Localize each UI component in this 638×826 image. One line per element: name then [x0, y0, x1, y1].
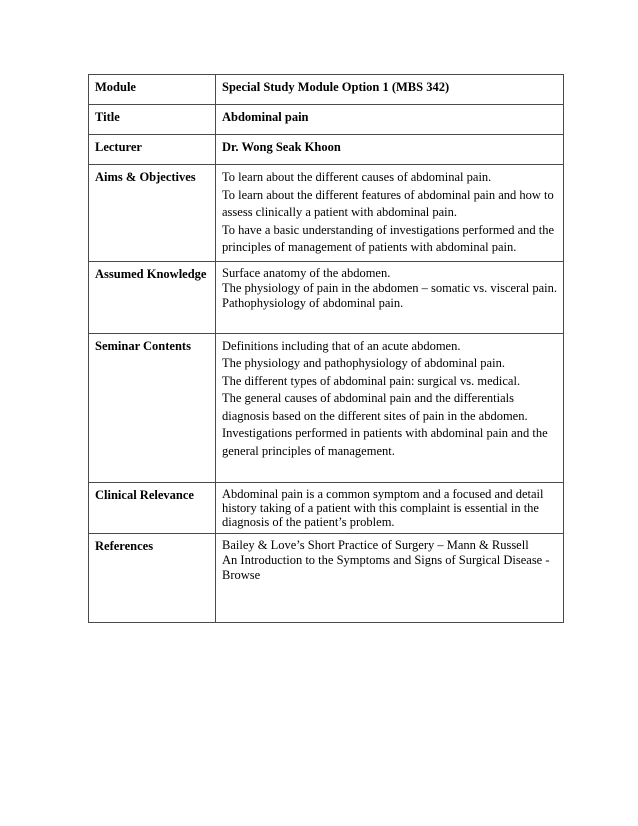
seminar-content [216, 333, 564, 482]
lecturer-label: Lecturer [89, 135, 216, 165]
clinical-line: diagnosis of the patient’s problem. [222, 514, 395, 529]
references-content [216, 533, 564, 622]
seminar-line: The physiology and pathophysiology of abdominal pain. [222, 356, 505, 370]
table-row-clinical [89, 482, 564, 533]
seminar-line: diagnosis based on the different sites of pain in the abdomen. [222, 408, 528, 423]
knowledge-content [216, 261, 564, 333]
knowledge-line: The physiology of pain in the abdomen – somatic vs. visceral pain. [222, 280, 557, 295]
references-line: Bailey & Love’s Short Practice of Surgery – Mann & Russell [222, 537, 529, 552]
knowledge-line: Pathophysiology of abdominal pain. [222, 295, 404, 310]
knowledge-label: Assumed Knowledge [89, 261, 216, 333]
seminar-line: Definitions including that of an acute abdomen. [222, 338, 461, 353]
table-row-seminar [89, 333, 564, 482]
lecturer-value: Dr. Wong Seak Khoon [216, 135, 564, 165]
table-row-title [89, 105, 564, 135]
table-row-module [89, 75, 564, 105]
aims-line: assess clinically a patient with abdominal pain. [222, 205, 458, 219]
clinical-line: history taking of a patient with this complaint is essential in the [222, 500, 539, 515]
aims-line: To learn about the different causes of abdominal pain. [222, 170, 492, 184]
knowledge-line: Surface anatomy of the abdomen. [222, 265, 391, 280]
table-row-lecturer [89, 135, 564, 165]
module-label: Module [89, 75, 216, 105]
references-line: An Introduction to the Symptoms and Signs of Surgical Disease - [222, 552, 550, 567]
clinical-line: Abdominal pain is a common symptom and a focused and detail [222, 486, 544, 501]
clinical-label: Clinical Relevance [89, 482, 216, 533]
table-row-references [89, 533, 564, 622]
module-info-table [88, 74, 564, 623]
references-label: References [89, 533, 216, 622]
aims-line: To have a basic understanding of investigations performed and the [222, 222, 555, 237]
seminar-label: Seminar Contents [89, 333, 216, 482]
seminar-line: The different types of abdominal pain: surgical vs. medical. [222, 373, 521, 388]
aims-content [216, 165, 564, 262]
table-row-aims [89, 165, 564, 262]
seminar-line: Investigations performed in patients with abdominal pain and the [222, 426, 548, 440]
clinical-content [216, 482, 564, 533]
aims-label: Aims & Objectives [89, 165, 216, 262]
table-row-knowledge [89, 261, 564, 333]
aims-line: principles of management of patients with abdominal pain. [222, 240, 517, 254]
seminar-line: The general causes of abdominal pain and the differentials [222, 391, 515, 405]
title-value: Abdominal pain [216, 105, 564, 135]
module-value: Special Study Module Option 1 (MBS 342) [216, 75, 564, 105]
references-line: Browse [222, 567, 261, 582]
title-label: Title [89, 105, 216, 135]
seminar-line: general principles of management. [222, 443, 395, 458]
aims-line: To learn about the different features of abdominal pain and how to [222, 187, 554, 202]
